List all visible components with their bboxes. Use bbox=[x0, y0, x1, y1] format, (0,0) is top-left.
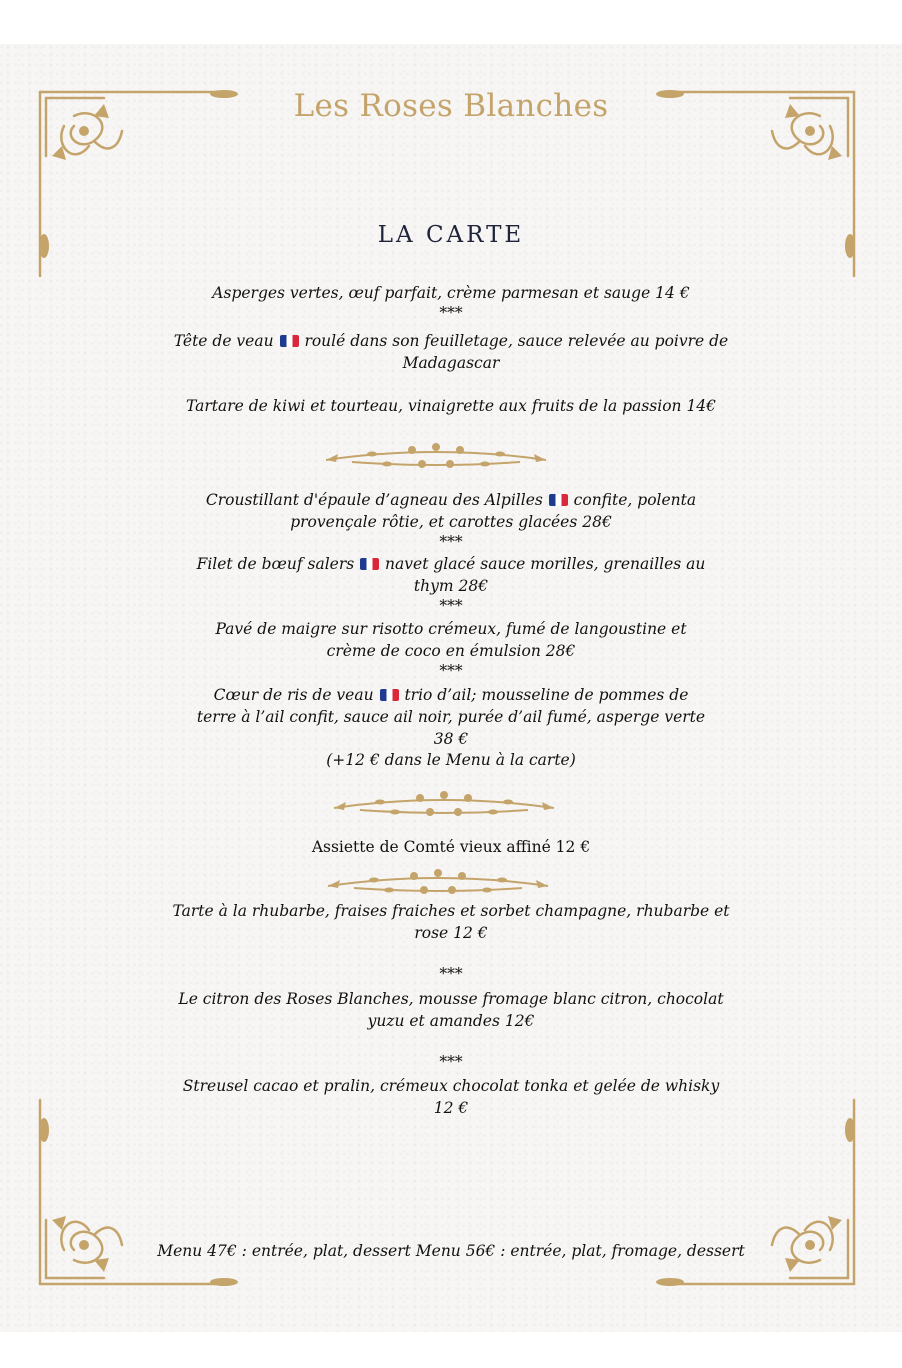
menu-line: Streusel cacao et pralin, crémeux chocolat tonka et gelée de whisky bbox=[182, 1077, 720, 1095]
menu-line-text: Tête de veau bbox=[173, 332, 279, 350]
french-flag-icon bbox=[549, 494, 568, 506]
menu-line: rose 12 € bbox=[414, 924, 488, 942]
menu-line: Asperges vertes, œuf parfait, crème parmesan et sauge 14 € bbox=[212, 284, 690, 302]
separator: *** bbox=[439, 1053, 463, 1071]
separator: *** bbox=[439, 662, 463, 680]
menu-line-text: Croustillant d'épaule d’agneau des Alpilles bbox=[205, 491, 548, 509]
menu-line: (+12 € dans le Menu à la carte) bbox=[326, 751, 576, 769]
menu-line bbox=[0, 491, 902, 509]
menu-line-text: confite, polenta bbox=[568, 491, 697, 509]
menu-line-text: Cœur de ris de veau bbox=[213, 686, 379, 704]
menu-line: Tartare de kiwi et tourteau, vinaigrette aux fruits de la passion 14€ bbox=[185, 397, 717, 415]
menu-line-text: navet glacé sauce morilles, grenailles au bbox=[380, 555, 706, 573]
menu-line: Assiette de Comté vieux affiné 12 € bbox=[311, 838, 591, 856]
floral-divider-icon bbox=[322, 438, 550, 474]
menu-line: Le citron des Roses Blanches, mousse fromage blanc citron, chocolat bbox=[178, 990, 724, 1008]
menu-line: thym 28€ bbox=[413, 577, 489, 595]
menu-line bbox=[0, 686, 902, 704]
menu-line: 12 € bbox=[433, 1099, 469, 1117]
menu-line: yuzu et amandes 12€ bbox=[367, 1012, 535, 1030]
menu-line bbox=[0, 332, 902, 350]
menu-line: terre à l’ail confit, sauce ail noir, purée d’ail fumé, asperge verte bbox=[196, 708, 706, 726]
menu-line: Madagascar bbox=[402, 354, 500, 372]
menu-prices-footer: Menu 47€ : entrée, plat, dessert Menu 56€ : entrée, plat, fromage, dessert bbox=[157, 1242, 745, 1260]
menu-line-text: trio d’ail; mousseline de pommes de bbox=[399, 686, 689, 704]
restaurant-name: Les Roses Blanches bbox=[293, 88, 609, 124]
floral-divider-icon bbox=[324, 864, 552, 900]
menu-line-text: roulé dans son feuilletage, sauce relevée au poivre de bbox=[299, 332, 729, 350]
separator: *** bbox=[439, 304, 463, 322]
menu-line: crème de coco en émulsion 28€ bbox=[326, 642, 576, 660]
menu-line-text: Filet de bœuf salers bbox=[196, 555, 360, 573]
section-title: LA CARTE bbox=[377, 222, 525, 248]
french-flag-icon bbox=[360, 558, 379, 570]
separator: *** bbox=[439, 533, 463, 551]
french-flag-icon bbox=[280, 335, 299, 347]
menu-line: Pavé de maigre sur risotto crémeux, fumé de langoustine et bbox=[215, 620, 687, 638]
menu-line: Tarte à la rhubarbe, fraises fraiches et sorbet champagne, rhubarbe et bbox=[172, 902, 730, 920]
french-flag-icon bbox=[380, 689, 399, 701]
separator: *** bbox=[439, 965, 463, 983]
floral-divider-icon bbox=[330, 786, 558, 822]
menu-line: provençale rôtie, et carottes glacées 28€ bbox=[290, 513, 612, 531]
menu-line bbox=[0, 555, 902, 573]
separator: *** bbox=[439, 597, 463, 615]
menu-line: 38 € bbox=[433, 730, 469, 748]
